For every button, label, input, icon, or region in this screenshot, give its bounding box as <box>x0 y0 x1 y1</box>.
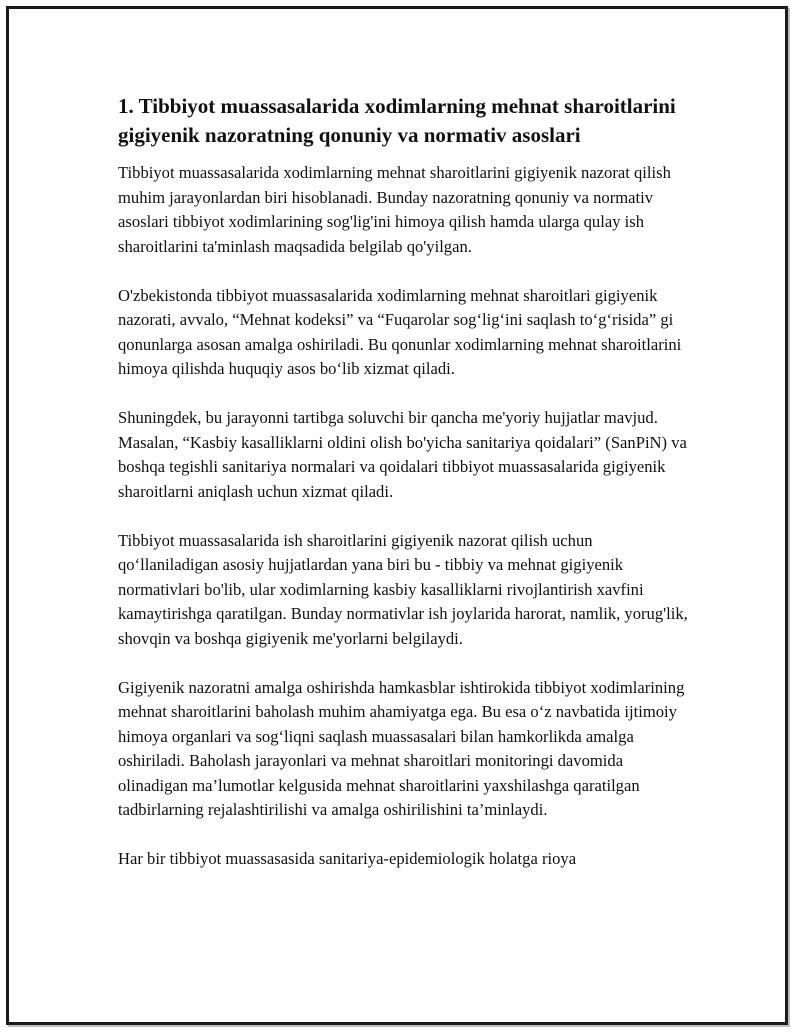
paragraph-truncated: Har bir tibbiyot muassasasida sanitariya-epidemiologik holatga rioya <box>118 849 577 868</box>
paragraph: O'zbekistonda tibbiyot muassasalarida xodimlarning mehnat sharoitlari gigiyenik nazorati, avvalo, “Mehnat kodeksi” va “Fuqarolar sog‘lig‘ini saqlash to‘g‘risida” gi qonunlarga asosan amalga oshiriladi. Bu qonunlar xodimlarning mehnat sharoitlarini himoya qilishda huquqiy asos bo‘lib xizmat qiladi. <box>118 285 682 378</box>
paragraph: Gigiyenik nazoratni amalga oshirishda hamkasblar ishtirokida tibbiyot xodimlarining mehnat sharoitlarini baholash muhim ahamiyatga ega. Bu esa o‘z navbatida ijtimoiy himoya organlari va sog‘liqni saqlash muassasalari bilan hamkorlikda amalga oshiriladi. Baholash jarayonlari va mehnat sharoitlari monitoringi davomida olinadigan ma’lumotlar kelgusida mehnat sharoitlarini yaxshilashga qaratilgan tadbirlarning rejalashtirilishi va amalga oshirilishini ta’minlaydi. <box>118 677 685 819</box>
paragraph: Tibbiyot muassasalarida xodimlarning mehnat sharoitlarini gigiyenik nazorat qilish muhim jarayonlardan biri hisoblanadi. Bunday nazoratning qonuniy va normativ asoslari tibbiyot xodimlarining sog'lig'ini himoya qilish hamda ularga qulay ish sharoitlarini ta'minlash maqsadida belgilab qo'yilgan. <box>118 163 671 256</box>
section-heading: 1. Tibbiyot muassasalarida xodimlarning mehnat sharoitlarini gigiyenik nazoratning qonuniy va normativ asoslari <box>118 94 676 147</box>
document-body <box>118 92 690 896</box>
paragraph: Tibbiyot muassasalarida ish sharoitlarini gigiyenik nazorat qilish uchun qo‘llaniladigan asosiy hujjatlardan yana biri bu - tibbiy va mehnat gigiyenik normativlari bo'lib, ular xodimlarning kasbiy kasalliklarni rivojlantirish xavfini kamaytirishga qaratilgan. Bunday normativlar ish joylarida harorat, namlik, yorug'lik, shovqin va boshqa gigiyenik me'yorlarni belgilaydi. <box>118 530 688 648</box>
paragraph: Shuningdek, bu jarayonni tartibga soluvchi bir qancha me'yoriy hujjatlar mavjud. Masalan, “Kasbiy kasalliklarni oldini olish bo'yicha sanitariya qoidalari” (SanPiN) va boshqa tegishli sanitariya normalari va qoidalari tibbiyot muassasalarida gigiyenik sharoitlarni aniqlash uchun xizmat qiladi. <box>118 408 687 501</box>
